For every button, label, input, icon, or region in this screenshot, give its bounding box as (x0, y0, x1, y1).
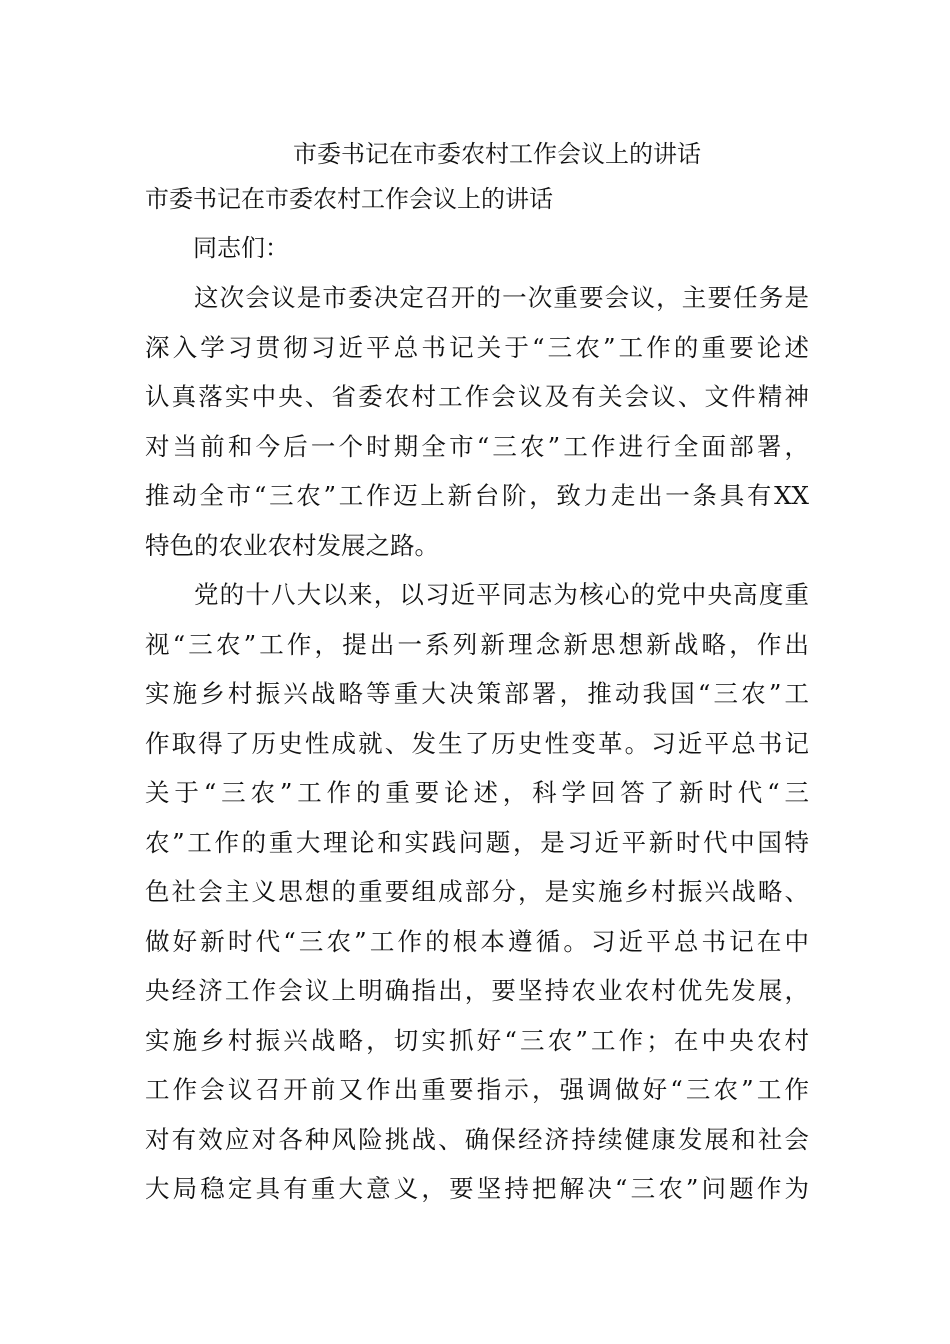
paragraph-line: 央经济工作会议上明确指出，要坚持农业农村优先发展， (145, 976, 809, 1005)
paragraph-line: 党的十八大以来，以习近平同志为核心的党中央高度重 (194, 580, 809, 609)
paragraph-line: 大局稳定具有重大意义，要坚持把解决“三农”问题作为 (145, 1174, 809, 1203)
paragraph-line: 对当前和今后一个时期全市“三农”工作进行全面部署， (145, 431, 809, 461)
paragraph-line: 实施乡村振兴战略，切实抓好“三农”工作；在中央农村 (145, 1025, 809, 1055)
salutation: 同志们： (193, 234, 289, 262)
paragraph-line: 色社会主义思想的重要组成部分，是实施乡村振兴战略、 (145, 877, 809, 906)
paragraph-line: 做好新时代“三农”工作的根本遵循。习近平总书记在中 (145, 926, 809, 956)
paragraph-line: 对有效应对各种风险挑战、确保经济持续健康发展和社会 (145, 1124, 809, 1154)
paragraph-line: 这次会议是市委决定召开的一次重要会议，主要任务是 (194, 283, 809, 312)
paragraph-line: 特色的农业农村发展之路。 (145, 530, 439, 560)
paragraph-line: 关于“三农”工作的重要论述，科学回答了新时代“三 (145, 778, 809, 807)
paragraph-line: 作取得了历史性成就、发生了历史性变革。习近平总书记 (145, 728, 809, 758)
document-title: 市委书记在市委农村工作会议上的讲话 (293, 140, 701, 168)
paragraph-line: 深入学习贯彻习近平总书记关于“三农”工作的重要论述 (145, 332, 809, 362)
paragraph-line: 推动全市“三农”工作迈上新台阶，致力走出一条具有XX (145, 481, 809, 510)
paragraph-line: 农”工作的重大理论和实践问题，是习近平新时代中国特 (145, 827, 809, 857)
document-body (145, 133, 809, 1214)
paragraph-line: 实施乡村振兴战略等重大决策部署，推动我国“三农”工 (145, 679, 809, 708)
paragraph-1 (145, 273, 809, 570)
paragraph-2 (145, 570, 809, 1214)
document-subtitle: 市委书记在市委农村工作会议上的讲话 (145, 185, 553, 213)
paragraph-line: 认真落实中央、省委农村工作会议及有关会议、文件精神 (145, 382, 809, 411)
paragraph-line: 视“三农”工作，提出一系列新理念新思想新战略，作出 (145, 629, 809, 659)
paragraph-line: 工作会议召开前又作出重要指示，强调做好“三农”工作 (145, 1075, 809, 1104)
